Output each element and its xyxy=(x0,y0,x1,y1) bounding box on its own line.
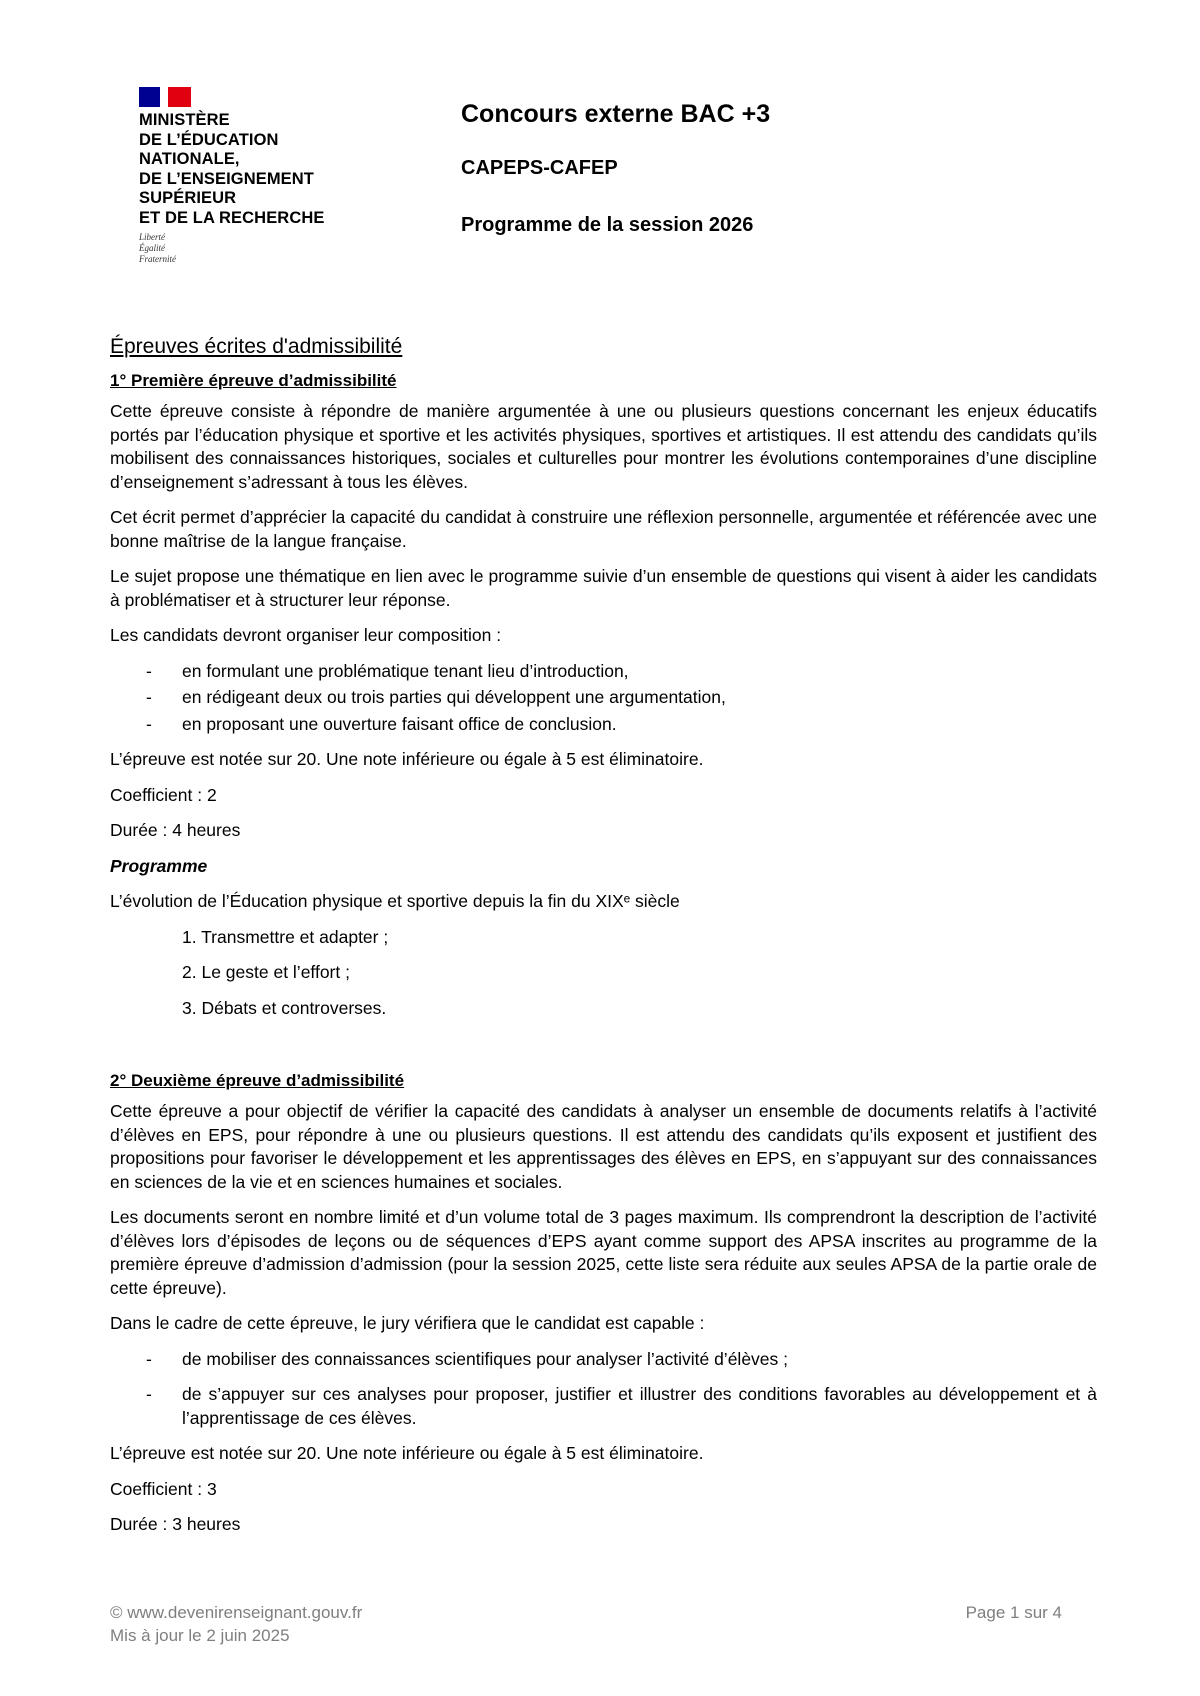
list-item xyxy=(110,1348,1097,1372)
ministry-line: DE L’ÉDUCATION xyxy=(139,130,279,149)
list-item xyxy=(110,660,1097,684)
footer-updated: Mis à jour le 2 juin 2025 xyxy=(110,1626,290,1645)
motto-line: Égalité xyxy=(139,243,165,253)
list-item xyxy=(110,686,1097,710)
list-item-text: en proposant une ouverture faisant office de conclusion. xyxy=(182,713,617,734)
ministry-line: ET DE LA RECHERCHE xyxy=(139,208,325,227)
document-body xyxy=(110,334,1097,1549)
page-number: Page 1 sur 4 xyxy=(965,1603,1062,1622)
list-item-text: de s’appuyer sur ces analyses pour proposer, justifier et illustrer des conditions favorables au développement et à l’apprentissage de ces élèves. xyxy=(182,1384,1097,1428)
epreuve2-note: L’épreuve est notée sur 20. Une note inférieure ou égale à 5 est éliminatoire. xyxy=(110,1443,704,1463)
epreuve1-paragraph: Cette épreuve consiste à répondre de manière argumentée à une ou plusieurs questions concernant les enjeux éducatifs portés par l’éducation physique et sportive et les activités physiques, sportives et artistiques. Il est attendu des candidats qu’ils mobilisent des connaissances historiques, sociales et culturelles pour montrer les évolutions contemporaines d’une discipline d’enseignement s’adressant à tous les élèves. xyxy=(110,401,1097,492)
epreuve1-paragraph: Les candidats devront organiser leur composition : xyxy=(110,625,502,645)
ministry-line: NATIONALE, xyxy=(139,150,240,168)
ministry-name xyxy=(139,111,369,228)
ministry-line: SUPÉRIEUR xyxy=(139,189,237,207)
list-item-text: de mobiliser des connaissances scientifiques pour analyser l’activité d’élèves ; xyxy=(182,1348,789,1369)
list-item: 2. Le geste et l’effort ; xyxy=(182,962,350,982)
ministry-logo xyxy=(139,87,369,265)
epreuve2-title: 2° Deuxième épreuve d’admissibilité xyxy=(110,1071,405,1090)
ministry-line: MINISTÈRE xyxy=(139,111,230,129)
concours-title: Concours externe BAC +3 xyxy=(461,100,771,128)
programme-label: Programme xyxy=(110,855,208,876)
footer-site-link[interactable]: © www.devenirenseignant.gouv.fr xyxy=(110,1603,363,1622)
capeps-title: CAPEPS-CAFEP xyxy=(461,157,618,179)
epreuve1-coefficient: Coefficient : 2 xyxy=(110,784,217,805)
dash-bullet: - xyxy=(146,713,152,734)
republic-motto xyxy=(139,232,369,265)
motto-line: Liberté xyxy=(139,232,165,242)
epreuve2-paragraph: Dans le cadre de cette épreuve, le jury vérifiera que le candidat est capable : xyxy=(110,1313,705,1333)
marianne-flag-icon xyxy=(139,87,191,107)
dash-bullet: - xyxy=(146,660,152,681)
epreuve1-note: L’épreuve est notée sur 20. Une note inférieure ou égale à 5 est éliminatoire. xyxy=(110,749,704,769)
list-item: 3. Débats et controverses. xyxy=(182,997,387,1018)
motto-line: Fraternité xyxy=(139,254,176,264)
epreuve2-bullet-list xyxy=(110,1348,1097,1431)
dash-bullet: - xyxy=(146,1384,152,1404)
list-item: 1. Transmettre et adapter ; xyxy=(182,926,389,947)
epreuve2-coefficient: Coefficient : 3 xyxy=(110,1478,217,1499)
dash-bullet: - xyxy=(146,1348,152,1369)
programme-list xyxy=(110,926,1097,1021)
epreuve1-paragraph: Le sujet propose une thématique en lien avec le programme suivie d’un ensemble de questions qui visent à aider les candidats à problématiser et à structurer leur réponse. xyxy=(110,566,1097,610)
session-title: Programme de la session 2026 xyxy=(461,214,754,236)
document-header xyxy=(461,99,770,237)
programme-text: L’évolution de l’Éducation physique et sportive depuis la fin du XIXᵉ siècle xyxy=(110,891,680,911)
epreuve2-paragraph: Les documents seront en nombre limité et d’un volume total de 3 pages maximum. Ils comprendront la description de l’activité d’élèves lors d’épisodes de leçons ou de séquences d’EPS ayant comme support des APSA inscrites au programme de la première épreuve d’admission d’admission (pour la session 2025, cette liste sera réduite aux seules APSA de la partie orale de cette épreuve). xyxy=(110,1207,1097,1298)
page-footer xyxy=(110,1601,1062,1647)
epreuve2-paragraph: Cette épreuve a pour objectif de vérifier la capacité des candidats à analyser un ensemble de documents relatifs à l’activité d’élèves en EPS, pour répondre à une ou plusieurs questions. Il est attendu des candidats qu’ils exposent et justifient des propositions pour favoriser le développement et les apprentissages des élèves en EPS, en s’appuyant sur des connaissances en sciences de la vie et en sciences humaines et sociales. xyxy=(110,1101,1097,1192)
list-item-text: en formulant une problématique tenant lieu d’introduction, xyxy=(182,660,629,681)
section-title: Épreuves écrites d'admissibilité xyxy=(110,335,403,358)
list-item-text: en rédigeant deux ou trois parties qui développent une argumentation, xyxy=(182,687,726,707)
epreuve2-duration: Durée : 3 heures xyxy=(110,1514,241,1534)
dash-bullet: - xyxy=(146,687,152,707)
epreuve1-title: 1° Première épreuve d’admissibilité xyxy=(110,371,397,390)
epreuve1-bullet-list xyxy=(110,660,1097,737)
list-item xyxy=(110,1383,1097,1430)
ministry-line: DE L’ENSEIGNEMENT xyxy=(139,169,314,188)
list-item xyxy=(110,713,1097,737)
epreuve1-paragraph: Cet écrit permet d’apprécier la capacité du candidat à construire une réflexion personnelle, argumentée et référencée avec une bonne maîtrise de la langue française. xyxy=(110,507,1097,551)
epreuve1-duration: Durée : 4 heures xyxy=(110,820,241,840)
